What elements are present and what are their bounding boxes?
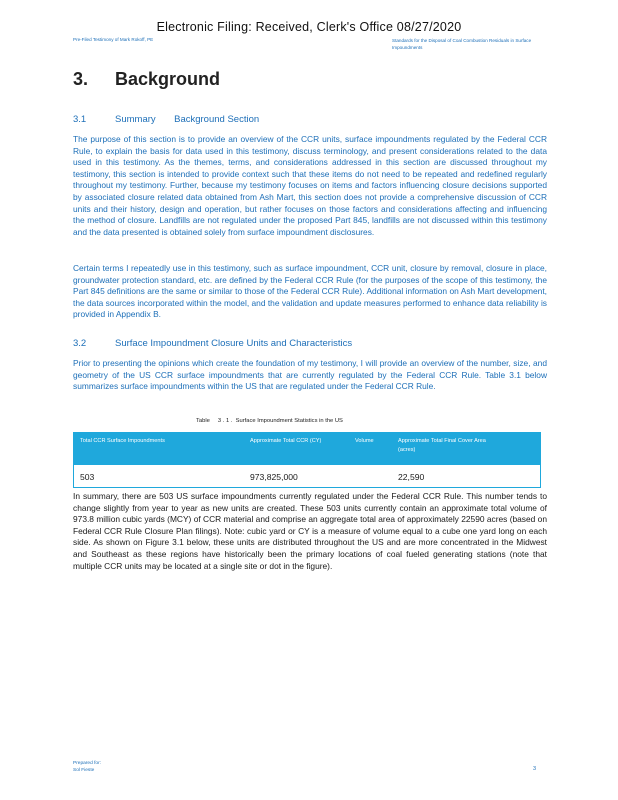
table-cell: 22,590 [398, 472, 425, 482]
statistics-table [73, 432, 541, 488]
paragraph-overview: Prior to presenting the opinions which create the foundation of my testimony, I will provide an overview of the number, size, and geometry of the US CCR surface impoundments that are currently regulated by the Federal CCR Rule. Table 3.1 below summarizes surface impoundments within the US that are regulated under the Federal CCR Rule. [73, 358, 547, 392]
subsection-number: 3.1 [73, 114, 87, 125]
subsection-title: Summary Background Section [115, 114, 260, 125]
table-header-row [74, 433, 540, 465]
subsection-title: Surface Impoundment Closure Units and Characteristics [115, 338, 353, 349]
section-title: Background [115, 69, 221, 89]
subsection-number: 3.2 [73, 338, 87, 349]
filing-stamp: Electronic Filing: Received, Clerk's Office 08/27/2020 [156, 20, 462, 34]
table-caption: Table 3 . 1 . Surface Impoundment Statistics in the US [196, 418, 343, 424]
table-header-cell: Total CCR Surface Impoundments [80, 438, 165, 444]
paragraph-purpose: The purpose of this section is to provide an overview of the CCR units, surface impoundments regulated by the Federal CCR Rule, to explain the basis for data used in this testimony, discuss terminology, and present considerations related to the data used in this testimony. As the themes, terms, and considerations addressed in this section are discussed throughout my testimony, this section is intended to provide context such that these items do not need to be repeated and redefined regularly throughout my testimony. Further, because my testimony focuses on items and factors influencing closure decisions supported by associated closure related data obtained from Ash Mart, this section does not provide a comprehensive discussion of CCR units and their history, design and operation, but rather focuses on those factors and considerations affecting and influencing the method of closure. Landfills are not regulated under the proposed Part 845, landfills are not discussed within this testimony and the data presented is obtained solely from surface impoundment disclosures. [73, 134, 547, 237]
paragraph-terms: Certain terms I repeatedly use in this testimony, such as surface impoundment, CCR unit, closure by removal, closure in place, groundwater protection standard, etc. are defined by the Federal CCR Rule (for the purposes of the scope of this testimony, the Part 845 definitions are the same or similar to those of the Federal CCR Rule). Additional information on Ash Mart development, the data sources incorporated within the model, and the validation and update measures performed to enhance data reliability is provided in Appendix B. [73, 263, 547, 320]
section-number: 3. [73, 69, 89, 89]
footer-prepared [73, 760, 101, 774]
paragraph-summary: In summary, there are 503 US surface impoundments currently regulated under the Federal CCR Rule. This number tends to change slightly from year to year as new units are created. These 503 units currently contain an approximate total volume of 973.8 million cubic yards (MCY) of CCR material and comprise an aggregate total area of approximately 22590 acres (based on Federal CCR Rule Closure Plan filings). Note: cubic yard or CY is a measure of volume equal to a cube one yard long on each side. As shown on Figure 3.1 below, these units are distributed throughout the US and are more concentrated in the Midwest and Southeast as these regions have historically been the primary locations of coal fueled generating stations (note that multiple CCR units may be located at a single site or dot in the figure). [73, 491, 547, 571]
footer-prepared-label: Prepared for: [73, 761, 101, 766]
header-left: Pre-Filed Testimony of Mark Rokoff, PE [73, 37, 154, 42]
page-number: 3 [533, 766, 537, 772]
table-cell: 973,825,000 [250, 472, 298, 482]
table-cell: 503 [80, 472, 95, 482]
table-header-cell: Approximate Total Final Cover Area (acres) [398, 438, 486, 453]
table-header-cell: Volume [355, 438, 374, 444]
footer-client: Sol Fieste [73, 768, 95, 773]
table-header-cell: Approximate Total CCR (CY) [250, 438, 322, 444]
header-right: Standards for the Disposal of Coal Combustion Residuals in Surface Impoundments [392, 38, 532, 50]
